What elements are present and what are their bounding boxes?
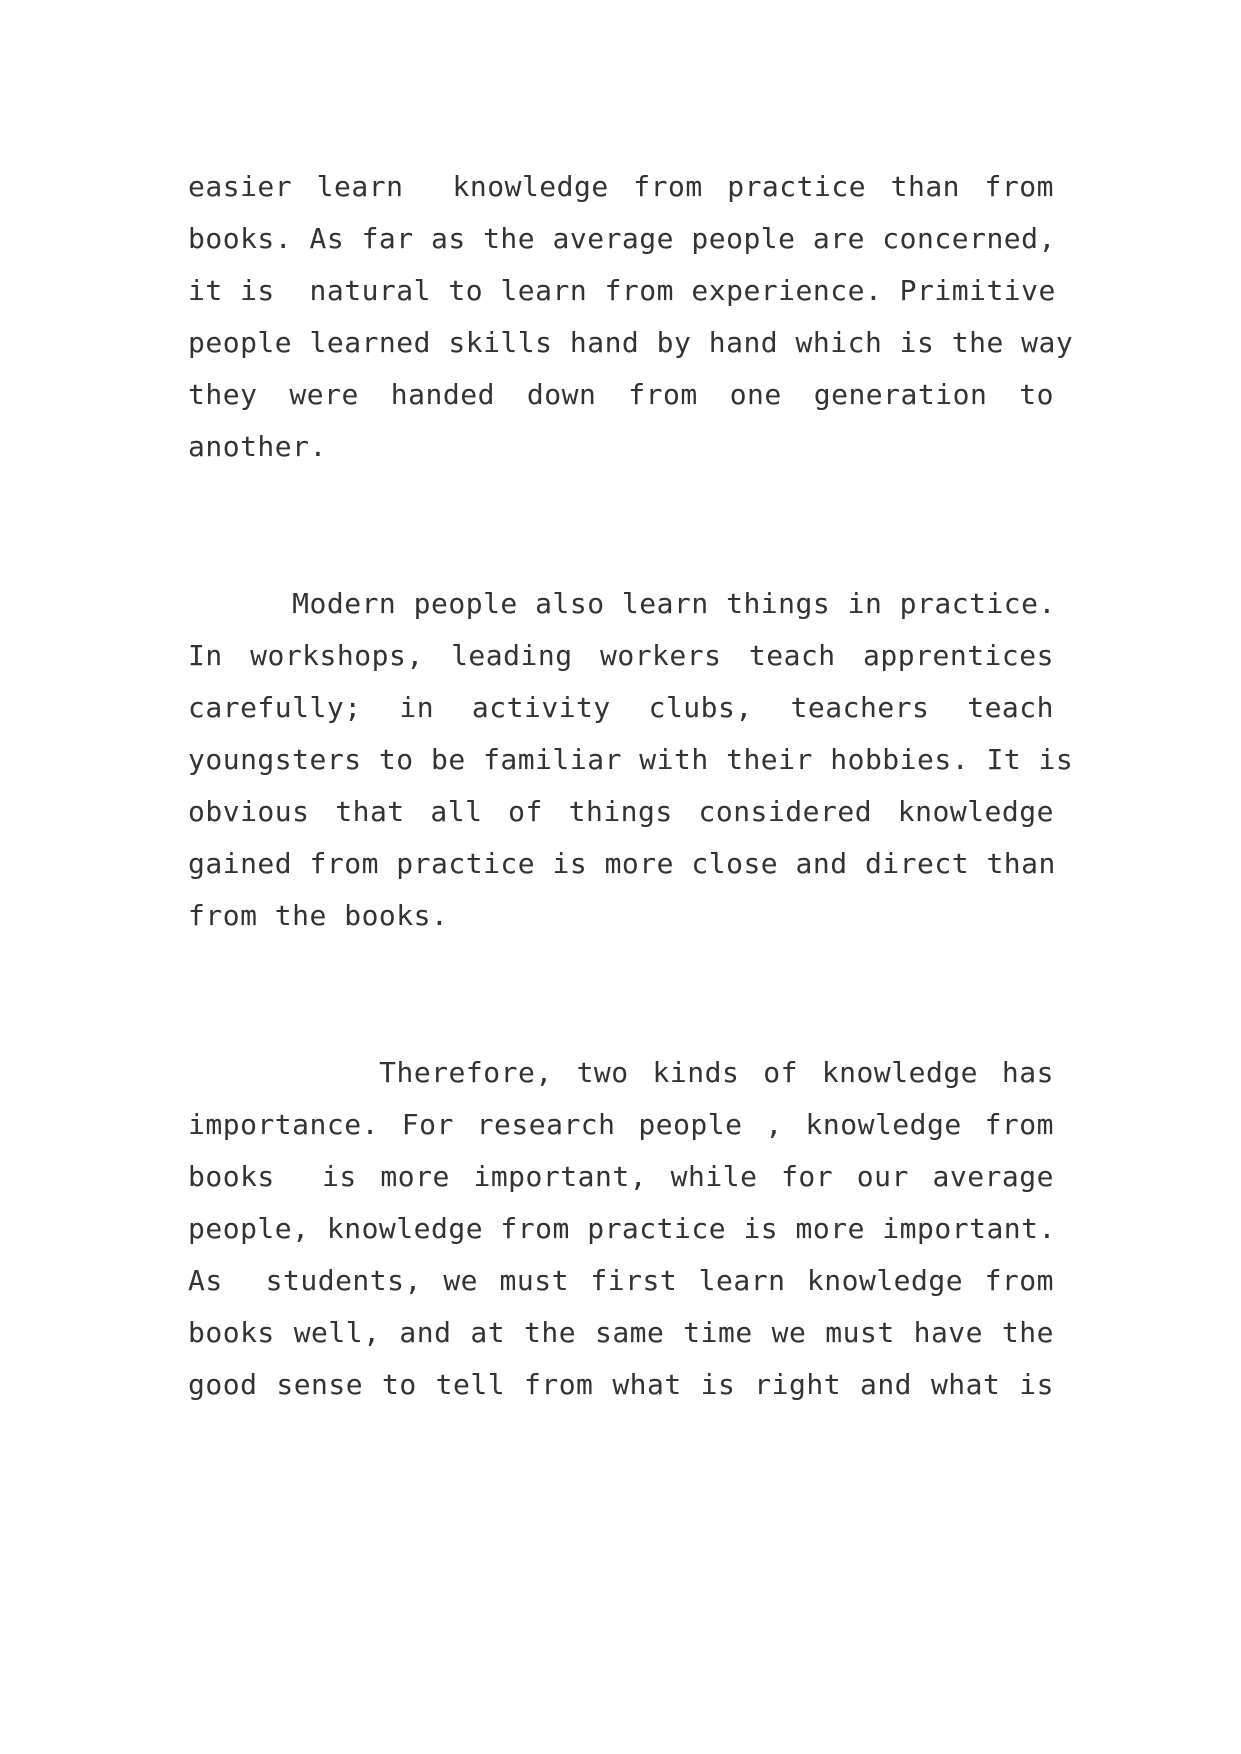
paragraph-line: books well, and at the same time we must have the: [188, 1316, 1054, 1349]
paragraph-line: good sense to tell from what is right and what is: [188, 1368, 1054, 1401]
paragraph-line: importance. For research people , knowledge from: [188, 1108, 1054, 1141]
paragraph-line: obvious that all of things considered knowledge: [188, 795, 1054, 828]
paragraph-line: they were handed down from one generation to: [188, 378, 1054, 411]
paragraph-line: easier learn knowledge from practice than from: [188, 170, 1054, 203]
paragraph-line: books. As far as the average people are concerned,: [188, 222, 1056, 255]
paragraph-line: it is natural to learn from experience. Primitive: [188, 274, 1056, 307]
paragraph-line: people learned skills hand by hand which is the way: [188, 326, 1074, 359]
paragraph-line: youngsters to be familiar with their hobbies. It is: [188, 743, 1074, 776]
paragraph-line: people, knowledge from practice is more important.: [188, 1212, 1056, 1245]
paragraph-line: another.: [188, 430, 327, 463]
paragraph-line: Modern people also learn things in practice.: [188, 587, 1056, 620]
paragraph-line: carefully; in activity clubs, teachers teach: [188, 691, 1054, 724]
paragraph-line: Therefore, two kinds of knowledge has: [188, 1056, 1054, 1089]
paragraph-line: books is more important, while for our average: [188, 1160, 1054, 1193]
paragraph-line: from the books.: [188, 899, 449, 932]
paragraph-line: In workshops, leading workers teach apprentices: [188, 639, 1054, 672]
paragraph-line: As students, we must first learn knowledge from: [188, 1264, 1054, 1297]
paragraph-line: gained from practice is more close and direct than: [188, 847, 1056, 880]
